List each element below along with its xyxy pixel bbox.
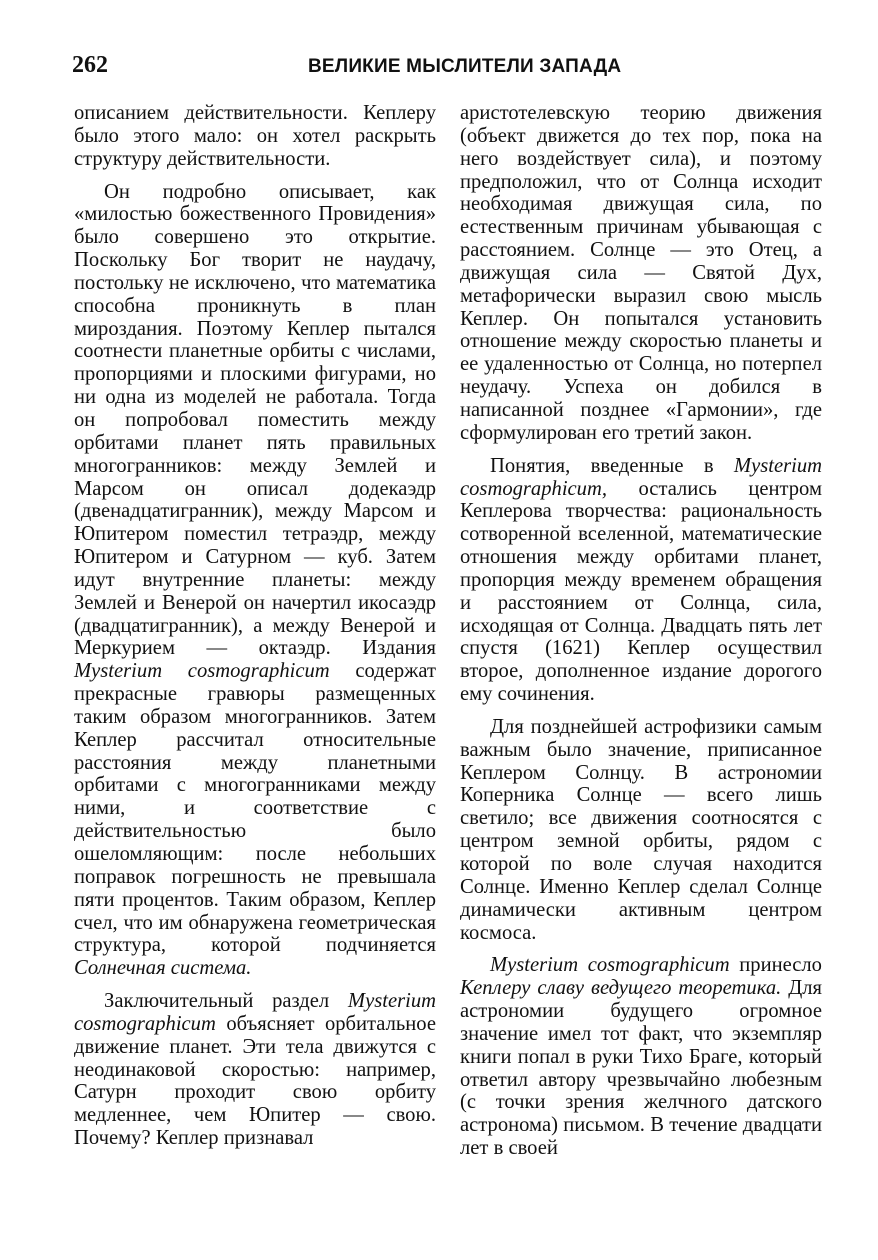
paragraph-text: Для позднейшей астрофизики самым важным было значение, приписанное Кеплером Солнцу. В астрономии Коперника Солнце — всего лишь светило; все движения соотносятся с центром земной орбиты, рядом с которой по воле случая находится Солнце. Именно Кеплер сделал Солнце динамически активным центром космоса. [460, 715, 822, 944]
paragraph-text: содержат прекрасные гравюры размещенных таким образом многогранников. Затем Кеплер рассчитал относительные расстояния между планетными орбитами с многогранниками между ними, и соответствие с действительностью было ошеломляющим: после небольших поправок погрешность не превышала пяти процентов. Таким образом, Кеплер счел, что им обнаружена геометрическая структура, которой подчиняется [74, 660, 436, 957]
italic-emphasis: Солнечная система. [74, 957, 252, 980]
page-number: 262 [72, 52, 108, 78]
italic-book-title: Mysterium cosmographicum [74, 660, 330, 683]
italic-book-title: Mysterium cosmographicum, [460, 454, 822, 500]
italic-emphasis: Кеплеру славу ведущего теоретика. [460, 977, 782, 1000]
paragraph [74, 102, 436, 171]
italic-book-title: Mysterium cosmographicum [490, 954, 730, 977]
paragraph [74, 990, 436, 1150]
paragraph [460, 455, 822, 706]
paragraph [460, 102, 822, 445]
running-title: ВЕЛИКИЕ МЫСЛИТЕЛИ ЗАПАДА [308, 56, 622, 77]
paragraph-text: остались центром Кеплерова творчества: рациональность сотворенной вселенной, математические отношения между орбитами планет, пропорция между временем обращения и расстоянием от Солнца, сила, исходящая от Солнца. Двадцать пять лет спустя (1621) Кеплер осуществил второе, дополненное издание дорогого ему сочинения. [460, 477, 822, 706]
paragraph [74, 181, 436, 981]
page-header [72, 52, 818, 86]
paragraph-text: принесло [729, 954, 822, 977]
paragraph-text: Он подробно описывает, как «милостью божественного Провидения» было совершено это открытие. Поскольку Бог творит не наудачу, постольку не исключено, что математика способна проникнуть в план мироздания. Поэтому Кеплер пытался соотнести планетные орбиты с числами, пропорциями и плоскими фигурами, но ни одна из моделей не работала. Тогда он попробовал поместить между орбитами планет пять правильных многогранников: между Землей и Марсом он описал додекаэдр (двенадцатигранник), между Марсом и Юпитером поместил тетраэдр, между Юпитером и Сатурном — куб. Затем идут внутренние планеты: между Землей и Венерой он начертил икосаэдр (двадцатигранник), а между Венерой и Меркурием — октаэдр. Издания [74, 180, 436, 660]
paragraph-text: аристотелевскую теорию движения (объект движется до тех пор, пока на него воздействует сила), и поэтому предположил, что от Солнца исходит необходимая движущая сила, по естественным причинам убывающая с расстоянием. Солнце — это Отец, а движущая сила — Святой Дух, метафорически выразил свою мысль Кеплер. Он попытался установить отношение между скоростью планеты и ее удаленностью от Солнца, но потерпел неудачу. Успеха он добился в написанной позднее «Гармонии», где сформулирован его третий закон. [460, 102, 822, 444]
paragraph [460, 954, 822, 1160]
left-column [74, 102, 436, 1150]
paragraph-text: объясняет орбитальное движение планет. Эти тела движутся с неодинаковой скоростью: например, Сатурн проходит свою орбиту медленнее, чем Юпитер — свою. Почему? Кеплер признавал [74, 1012, 436, 1150]
paragraph-text: Заключительный раздел [104, 990, 348, 1013]
paragraph-text: Понятия, введенные в [490, 454, 734, 477]
italic-book-title: Mysterium cosmographicum [74, 990, 436, 1035]
paragraph [460, 716, 822, 944]
paragraph-text: описанием действительности. Кеплеру было этого мало: он хотел раскрыть структуру действительности. [74, 102, 436, 170]
paragraph-text: Для астрономии будущего огромное значение имел тот факт, что экземпляр книги попал в руки Тихо Браге, который ответил автору чрезвычайно любезным (с точки зрения желчного датского астронома) письмом. В течение двадцати лет в своей [460, 977, 822, 1160]
right-column [460, 102, 822, 1160]
